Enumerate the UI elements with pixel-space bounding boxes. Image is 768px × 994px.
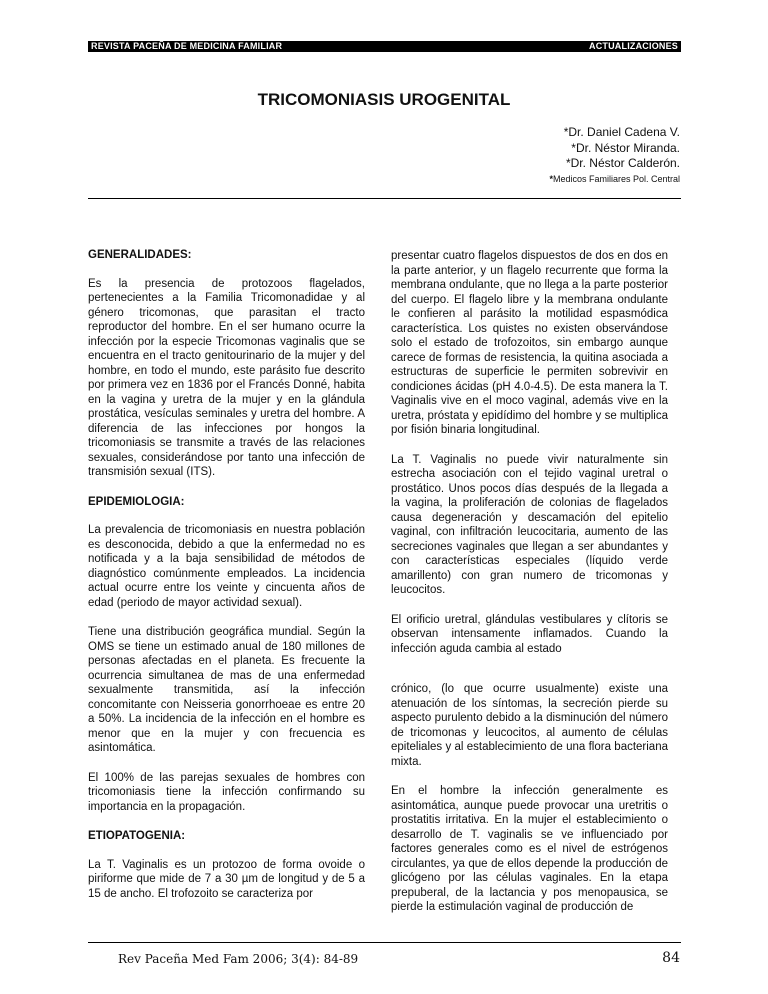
page-number: 84 [662, 950, 680, 966]
section-heading: GENERALIDADES: [88, 249, 192, 261]
author-list [564, 125, 680, 172]
author: *Dr. Daniel Cadena V. [563, 125, 680, 139]
paragraph: El orificio uretral, glándulas vestibulares y clítoris se observan intensamente inflamados. Cuando la infección aguda cambia al estado [391, 613, 668, 655]
paragraph: La prevalencia de tricomoniasis en nuestra población es desconocida, debido a que la enfermedad no es notificada y a la baja sensibilidad de métodos de diagnóstico comúnmente empleados. La incidencia actual ocurre entre los veinte y cincuenta años de edad (periodo de mayor actividad sexual). [88, 524, 365, 609]
paragraph: crónico, (lo que ocurre usualmente) existe una atenuación de los síntomas, la secreción pierde su aspecto purulento debido a la disminución del número de tricomonas y leucocitos, al aumento de células epiteliales y al establecimiento de una flora bacteriana mixta. [391, 683, 668, 768]
section-heading: EPIDEMIOLOGIA: [88, 495, 185, 508]
right-column [391, 249, 668, 930]
paragraph: Tiene una distribución geográfica mundial. Según la OMS se tiene un estimado anual de 180 millones de personas afectadas en el planeta. Es frecuente la ocurrencia simultanea de mas de una enfermedad sexualmente transmitida, así la infección concomitante con Neisseria gonorrhoeae es entre 20 a 50%. La incidencia de la infección en el hombre es menor que en la mujer y con frecuencia es asintomática. [88, 626, 365, 754]
paragraph: La T. Vaginalis es un protozoo de forma ovoide o piriforme que mide de 7 a 30 µm de longitud y de 5 a 15 de ancho. El trofozoito se caracteriza por [88, 858, 365, 900]
journal-name: REVISTA PACEÑA DE MEDICINA FAMILIAR [91, 41, 283, 51]
author: *Dr. Néstor Miranda. [571, 140, 680, 155]
paragraph: presentar cuatro flagelos dispuestos de dos en dos en la parte anterior, y un flagelo recurrente que forma la membrana ondulante, que no llega a la parte posterior del cuerpo. El flagelo libre y la membrana ondulante le confieren al parásito la motilidad espasmódica característica. Los quistes no existen observándose solo el estado de trofozoitos, sin embargo aunque carece de formas de resistencia, la quitina asociada a estructuras de superficie le permiten sobrevivir en condiciones ácidas (pH 4.0-4.5). De esta manera la T. Vaginalis vive en el moco vaginal, además vive en la uretra, próstata y epidídimo del hombre y se multiplica por fisión binaria longitudinal. [391, 250, 668, 436]
paragraph: El 100% de las parejas sexuales de hombres con tricomoniasis tiene la infección confirmando su importancia en la propagación. [88, 771, 365, 813]
affiliation-text: Medicos Familiares Pol. Central [552, 174, 680, 184]
author-affiliation [549, 174, 680, 184]
affiliation-marker: * [549, 174, 553, 184]
citation: Rev Paceña Med Fam 2006; 3(4): 84-89 [118, 952, 359, 966]
paragraph: En el hombre la infección generalmente es asintomática, aunque puede provocar una uretritis o prostatitis irritativa. En la mujer el establecimiento o desarrollo de T. vaginalis se ve influenciado por factores generales como es el nivel de estrógenos circulantes, ya que de ellos depende la producción de glicógeno por las células vaginales. En la etapa prepuberal, de la lactancia y pos menopausica, se pierde la estimulación vaginal de producción de [391, 785, 668, 913]
author: *Dr. Néstor Calderón. [565, 156, 680, 170]
section-name: ACTUALIZACIONES [589, 41, 678, 51]
left-column [88, 248, 365, 916]
article-title: TRICOMONIASIS UROGENITAL [257, 90, 511, 109]
header-divider [88, 198, 681, 199]
footer-divider [88, 942, 681, 943]
section-heading: ETIOPATOGENIA: [88, 830, 186, 842]
journal-header-bar [88, 41, 681, 52]
paragraph: La T. Vaginalis no puede vivir naturalmente sin estrecha asociación con el tejido vaginal uretral o prostático. Unos pocos días después de la llegada a la vagina, la proliferación de colonias de flagelados causa degeneración y descamación del epitelio vaginal, con infiltración leucocitaria, aumento de las secreciones vaginales que llegan a ser abundantes y con características especiales (líquido verde amarillento) con gran numero de tricomonas y leucocitos. [391, 453, 668, 596]
paragraph: Es la presencia de protozoos flagelados, pertenecientes a la Familia Tricomonadidae y al género tricomonas, que parasitan el tracto reproductor del hombre. En el ser humano ocurre la infección por la especie Tricomonas vaginalis que se encuentra en el tracto genitourinario de la mujer y del hombre, en todo el mundo, este parásito fue descrito por primera vez en 1836 por el Francés Donné, habita en la vagina y uretra de la mujer y en la glándula prostática, vesículas seminales y uretra del hombre. A diferencia de las infecciones por hongos la tricomoniasis se transmite a través de las relaciones sexuales, considerándose por tanto una infección de transmisión sexual (ITS). [88, 277, 365, 478]
